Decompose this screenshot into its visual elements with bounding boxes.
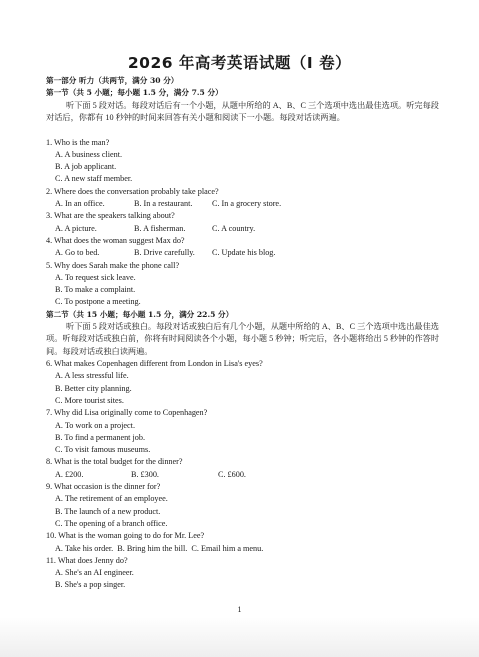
- option-8c: C. £600.: [218, 469, 246, 479]
- question-2: 2. Where does the conversation probably take place?: [46, 186, 219, 196]
- options-row-4: [46, 247, 441, 259]
- question-3: 3. What are the speakers talking about?: [46, 211, 175, 221]
- option-4b: B. Drive carefully.: [134, 248, 195, 258]
- option-2c: C. In a grocery store.: [212, 199, 282, 209]
- page-number: 1: [237, 605, 242, 614]
- option-5c: C. To postpone a meeting.: [55, 297, 141, 307]
- section1-header: 第一节（共 5 小题；每小题 1.5 分，满分 7.5 分）: [46, 88, 223, 98]
- option-10c: C. Email him a menu.: [191, 543, 264, 553]
- option-5b: B. To make a complaint.: [55, 285, 136, 295]
- option-9a: A. The retirement of an employee.: [55, 494, 168, 504]
- question-4: 4. What does the woman suggest Max do?: [46, 235, 185, 245]
- option-7c: C. To visit famous museums.: [55, 445, 151, 455]
- question-10: 10. What is the woman going to do for Mr. Lee?: [46, 531, 205, 541]
- option-9b: B. The launch of a new product.: [55, 506, 161, 516]
- option-10a: A. Take his order.: [55, 543, 114, 553]
- option-2a: A. In an office.: [55, 199, 105, 209]
- option-11a: A. She's an AI engineer.: [55, 568, 134, 578]
- question-7: 7. Why did Lisa originally come to Copenhagen?: [46, 408, 208, 418]
- option-1c: C. A new staff member.: [55, 174, 133, 184]
- question-9: 9. What occasion is the dinner for?: [46, 482, 161, 492]
- option-6b: B. Better city planning.: [55, 383, 132, 393]
- option-2b: B. In a restaurant.: [134, 199, 193, 209]
- scan-shadow: [0, 617, 479, 657]
- option-1a: A. A business client.: [55, 149, 123, 159]
- exam-body: [46, 75, 441, 592]
- options-row-2: [46, 198, 441, 210]
- question-1: 1. Who is the man?: [46, 137, 110, 147]
- option-3b: B. A fisherman.: [134, 223, 186, 233]
- question-8: 8. What is the total budget for the dinner?: [46, 457, 183, 467]
- section2-instructions: 听下面 5 段对话或独白。每段对话或独白后有几个小题，从题中所给的 A、B、C 三个选项中选出最佳选项。听每段对话或独白前，你将有时间阅读各个小题，每小题 5 秒钟；听完后，各小题将给出 5 秒钟的作答时间。每段对话或独白读两遍。: [46, 322, 440, 356]
- option-3c: C. A country.: [212, 223, 256, 233]
- question-6: 6. What makes Copenhagen different from London in Lisa's eyes?: [46, 359, 263, 369]
- option-9c: C. The opening of a branch office.: [55, 518, 168, 528]
- section2-header: 第二节（共 15 小题；每小题 1.5 分，满分 22.5 分）: [46, 309, 234, 319]
- option-3a: A. A picture.: [55, 223, 97, 233]
- option-4a: A. Go to bed.: [55, 248, 100, 258]
- option-6c: C. More tourist sites.: [55, 395, 124, 405]
- options-row-8: [46, 469, 441, 481]
- options-row-10: [46, 543, 441, 555]
- option-1b: B. A job applicant.: [55, 162, 117, 172]
- section1-instructions: 听下面 5 段对话。每段对话后有一个小题，从题中所给的 A、B、C 三个选项中选出最佳选项。听完每段对话后，你都有 10 秒钟的时间来回答有关小题和阅读下一小题。每段对话读两遍。: [46, 100, 439, 122]
- option-7a: A. To work on a project.: [55, 420, 135, 430]
- question-5: 5. Why does Sarah make the phone call?: [46, 260, 180, 270]
- options-row-3: [46, 223, 441, 235]
- option-8a: A. £200.: [55, 469, 84, 479]
- option-10b: B. Bring him the bill.: [117, 543, 188, 553]
- page-title: 2026 年高考英语试题（I 卷）: [127, 54, 352, 72]
- option-5a: A. To request sick leave.: [55, 272, 136, 282]
- option-11b: B. She's a pop singer.: [55, 580, 126, 590]
- option-4c: C. Update his blog.: [212, 248, 276, 258]
- part1-header: 第一部分 听力（共两节，满分 30 分）: [46, 76, 179, 85]
- question-11: 11. What does Jenny do?: [46, 555, 128, 565]
- option-6a: A. A less stressful life.: [55, 371, 129, 381]
- option-8b: B. £300.: [131, 469, 159, 479]
- option-7b: B. To find a permanent job.: [55, 432, 146, 442]
